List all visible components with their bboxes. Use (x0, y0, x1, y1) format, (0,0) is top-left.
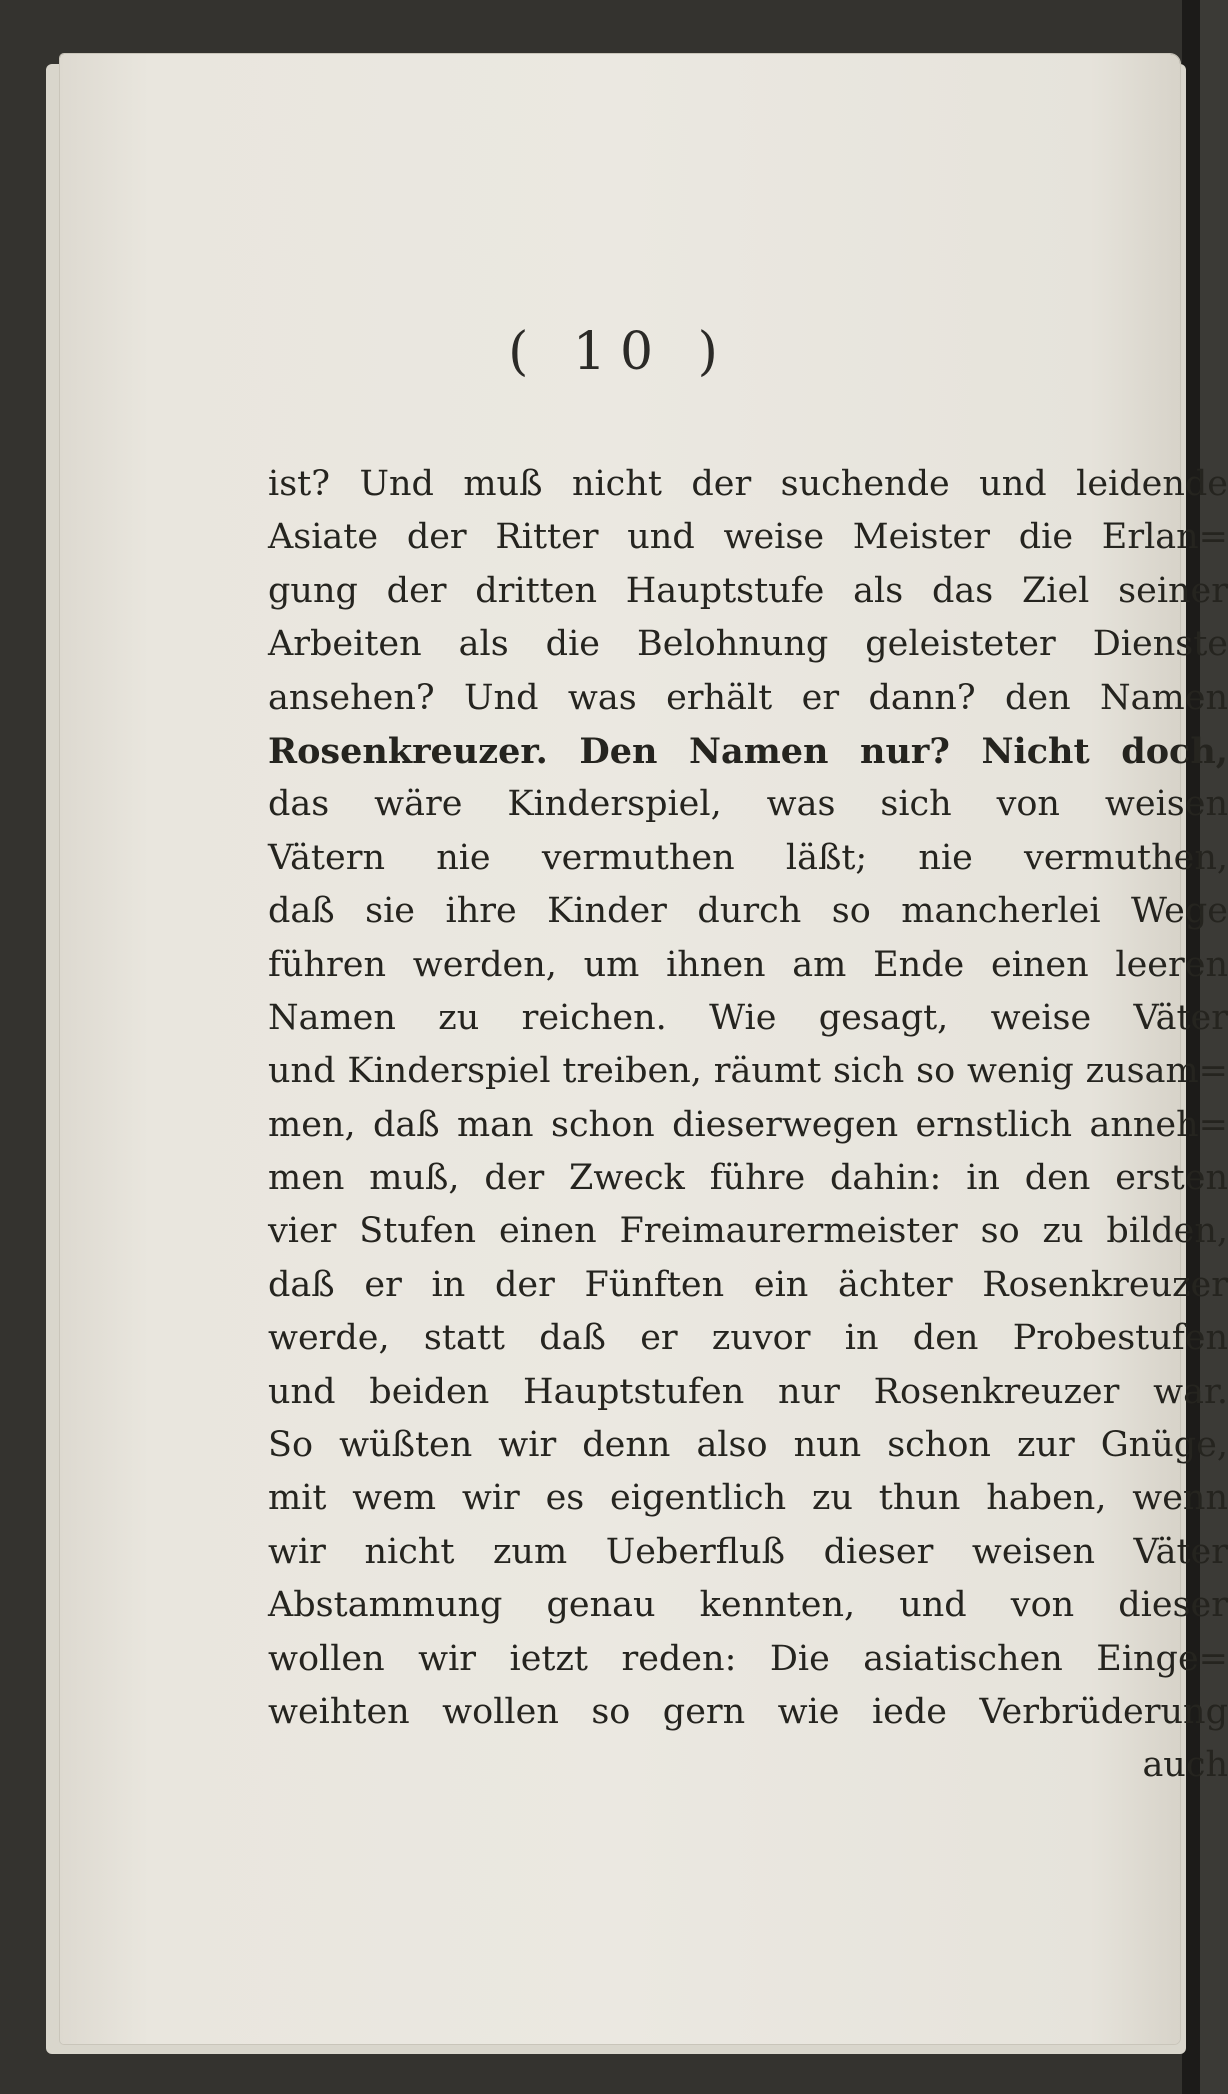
text-line: wir nicht zum Ueberfluß dieser weisen Väter (268, 1531, 1228, 1572)
text-line: wollen wir ietzt reden: Die asiatischen Einge= (268, 1638, 1228, 1679)
text-line: So wüßten wir denn also nun schon zur Gnüge, (268, 1425, 1228, 1466)
text-line: ansehen? Und was erhält er dann? den Namen (268, 677, 1228, 718)
text-line: Abstammung genau kennten, und von dieser (268, 1585, 1228, 1626)
text-line: das wäre Kinderspiel, was sich von weisen (268, 784, 1228, 825)
text-line: men muß, der Zweck führe dahin: in den ersten (268, 1158, 1228, 1199)
text-line: gung der dritten Hauptstufe als das Ziel seiner (268, 570, 1228, 611)
text-line: men, daß man schon dieserwegen ernstlich anneh= (268, 1104, 1228, 1145)
text-line: Namen zu reichen. Wie gesagt, weise Väter (268, 997, 1228, 1038)
text-line: weihten wollen so gern wie iede Verbrüderung (268, 1691, 1228, 1732)
body-text (268, 458, 1228, 1793)
text-line: Rosenkreuzer. Den Namen nur? Nicht doch, (268, 730, 1228, 772)
text-line: vier Stufen einen Freimaurermeister so zu bilden, (268, 1211, 1228, 1252)
text-line: mit wem wir es eigentlich zu thun haben, wenn (268, 1478, 1228, 1519)
book-page (60, 54, 1228, 2044)
text-line: werde, statt daß er zuvor in den Probestufen (268, 1318, 1228, 1359)
text-line: daß er in der Fünften ein ächter Rosenkreuzer (268, 1264, 1228, 1305)
text-line: führen werden, um ihnen am Ende einen leeren (268, 944, 1228, 985)
page-number-header: ( 10 ) (508, 322, 732, 382)
text-line: und beiden Hauptstufen nur Rosenkreuzer war. (268, 1371, 1228, 1412)
text-line: Asiate der Ritter und weise Meister die Erlan= (268, 517, 1228, 558)
text-line: daß sie ihre Kinder durch so mancherlei Wege (268, 891, 1228, 932)
catchword: auch (1142, 1745, 1228, 1786)
text-line: Arbeiten als die Belohnung geleisteter Dienste (268, 624, 1228, 665)
text-line: ist? Und muß nicht der suchende und leidende (268, 464, 1228, 504)
text-line: und Kinderspiel treiben, räumt sich so wenig zusam= (268, 1051, 1228, 1092)
text-line: Vätern nie vermuthen läßt; nie vermuthen, (268, 837, 1228, 878)
